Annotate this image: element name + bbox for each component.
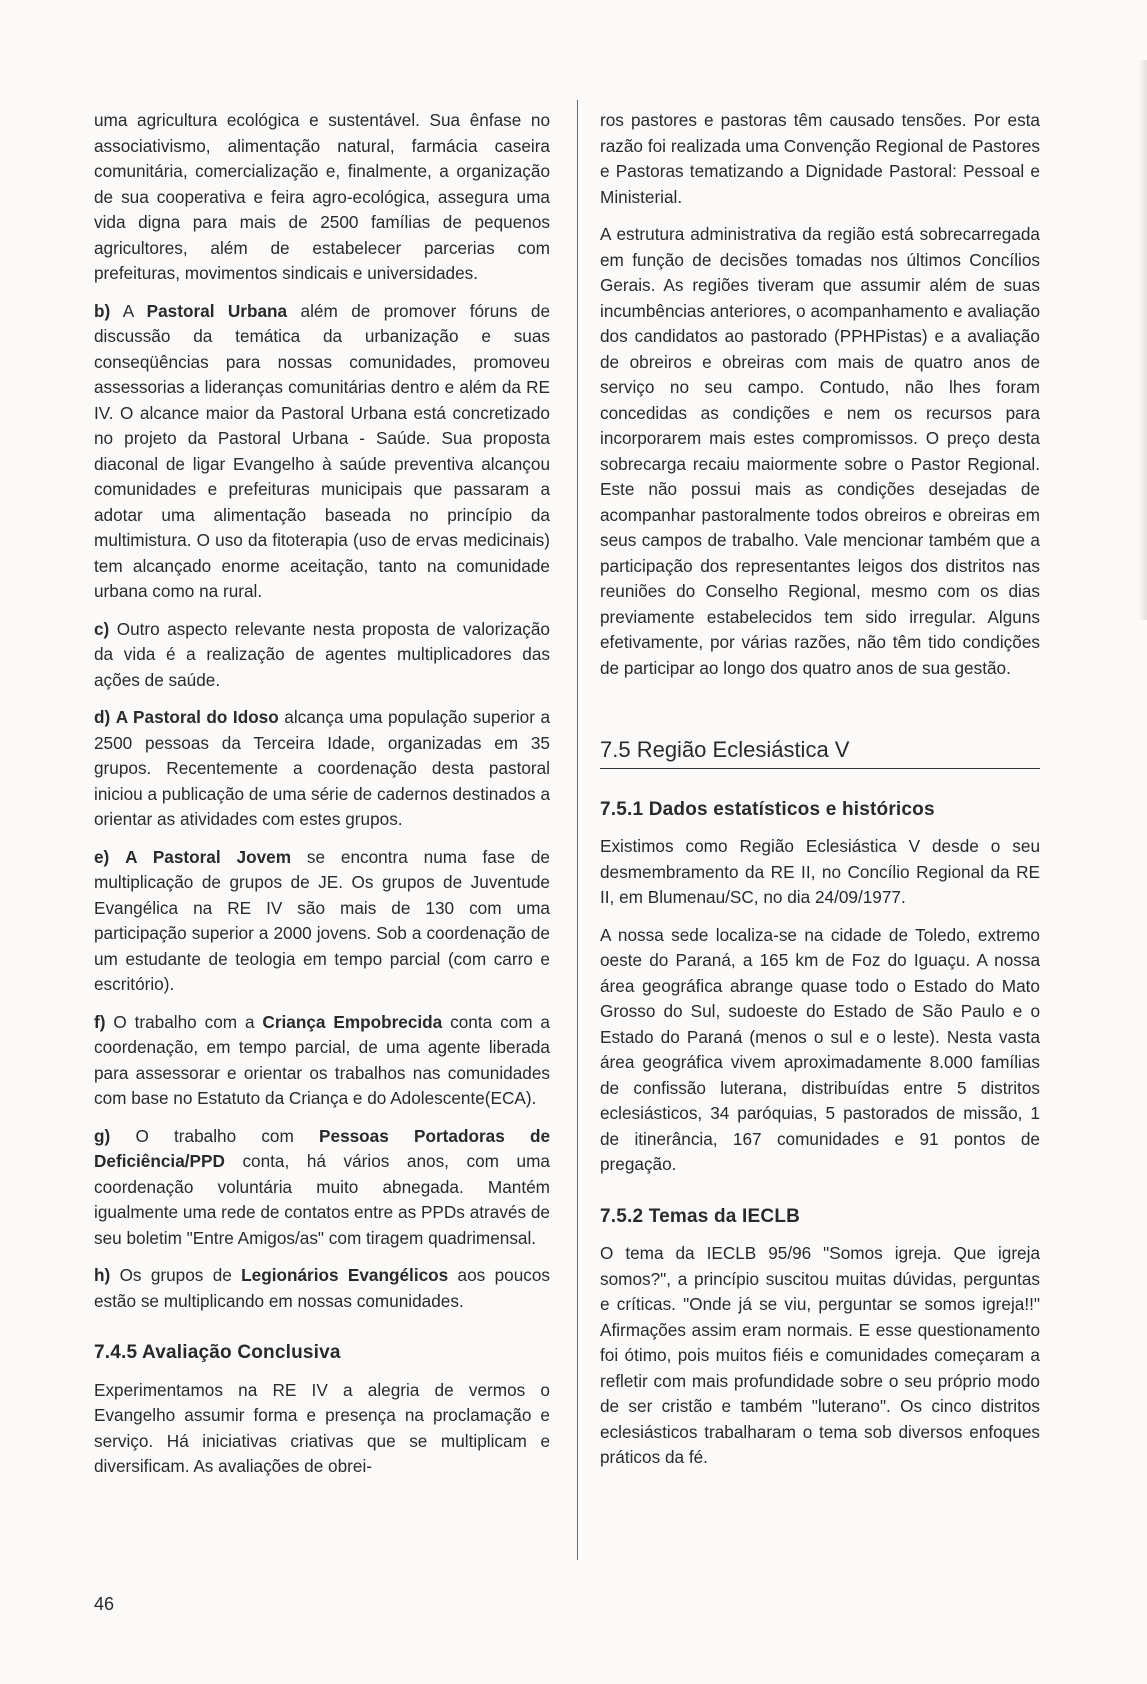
paragraph-sede: A nossa sede localiza-se na cidade de Toledo, extremo oeste do Paraná, a 165 km de Foz do Iguaçu. A nossa área geográfica abrange quase todo o Estado do Mato Grosso do Sul, sudoeste do Estado de São Paulo e o Estado do Paraná (menos o sul e o leste). Nesta vasta área geográfica vivem aproximadamente 8.000 famílias de confissão luterana, distribuídas entre 5 distritos eclesiásticos, 34 paróquias, 5 pastorados de missão, 1 de itinerância, 167 comunidades e 91 pontos de pregação. [600,924,1040,1174]
paragraph-pastoral-jovem [94,845,550,998]
paragraph-existimos: Existimos como Região Eclesiástica V desde o seu desmembramento da RE II, no Concílio Regional da RE II, em Blumenau/SC, no dia 24/09/1977. [600,836,1040,907]
heading-7-4-5: 7.4.5 Avaliação Conclusiva [94,1342,341,1363]
item-text-d: alcança uma população superior a 2500 pessoas da Terceira Idade, organizadas em 35 grupos. Recentemente a coordenação desta pastoral iniciou a publicação de uma série de cadernos destinados a orientar as atividades com estes grupos. [94,707,551,829]
item-label-c: c) [94,618,110,639]
heading-7-5-1: 7.5.1 Dados estatísticos e históricos [600,798,935,820]
paragraph-pastoral-idoso [94,705,550,833]
paragraph-crianca [94,1010,550,1112]
page-number: 46 [94,1594,115,1614]
item-text-g: conta, há vários anos, com uma coordenação voluntária muito abnegada. Mantém igualmente uma rede de contatos entre as PPDs através de seu boletim "Entre Amigos/as" com tiragem quadrimensal. [94,1151,550,1248]
item-pre-g: O trabalho com [135,1125,294,1146]
heading-7-5: 7.5 Região Eclesiástica V [600,737,1040,769]
paragraph-ppd [94,1124,550,1252]
item-bold-d: A Pastoral do Idoso [115,707,279,727]
item-pre-f: O trabalho com a [113,1011,255,1032]
paragraph-estrutura: A estrutura administrativa da região está sobrecarregada em função de decisões tomadas nos últimos Concílios Gerais. As regiões tiveram que assumir além de suas incumbências anteriores, o acompanhamento e avaliação dos candidatos ao pastorado (PPHPistas) e a avaliação de obreiros e obreiras com mais de quatro anos de serviço no seu campo. Contudo, não lhes foram concedidas as condições e nem os recursos para incorporarem mais estes compromissos. O preço desta sobrecarga recaiu maiormente sobre o Pastor Regional. Este não possui mais as condições desejadas de acompanhar pastoralmente todos obreiros e obreiras em seus campos de trabalho. Vale mencionar também que a participação dos representantes leigos dos distritos nas reuniões do Conselho Regional, mesmo com os dias previamente estabelecidos tem sido irregular. Alguns efetivamente, por várias razões, não têm tido condições de participar ao longo dos quatro anos de sua gestão. [600,224,1040,678]
item-label-b: b) [94,300,111,321]
paragraph-intro: uma agricultura ecológica e sustentável. Sua ênfase no associativismo, alimentação natural, farmácia caseira comunitária, comercialização e, finalmente, a organização de sua cooperativa e feira agro-ecológica, assegura uma vida digna para mais de 2500 famílias de pequenos agricultores, além de estabelecer parcerias com prefeituras, movimentos sindicais e universidades. [94,110,550,283]
paragraph-pastoral-urbana [94,299,550,605]
item-prefix-b: A [122,300,134,321]
item-text-f: conta com a coordenação, em tempo parcial, de uma agente liberada para assessorar e orientar os trabalhos nas comunidades com base no Estatuto da Criança e do Adolescente(ECA). [94,1011,550,1108]
item-label-h: h) [94,1265,111,1285]
paragraph-continuation: ros pastores e pastoras têm causado tensões. Por esta razão foi realizada uma Convenção Regional de Pastores e Pastoras tematizando a Dignidade Pastoral: Pessoal e Ministerial. [600,110,1040,207]
item-text-h: aos poucos estão se multiplicando em nossas comunidades. [94,1265,551,1311]
item-bold-g: Pessoas Portadoras de Deficiência/PPD [94,1125,551,1171]
column-divider [577,100,578,1560]
item-text-b: além de promover fóruns de discussão da temática da urbanização e suas conseqüências para nossas comunidades, promoveu assessorias a lideranças comunitárias dentro e além da RE IV. O alcance maior da Pastoral Urbana está concretizado no projeto da Pastoral Urbana - Saúde. Sua proposta diaconal de ligar Evangelho à saúde preventiva alcançou comunidades e prefeituras municipais que passaram a adotar uma alimentação baseada no princípio da multimistura. O uso da fitoterapia (uso de ervas medicinais) tem alcançado enorme aceitação, tanto na comunidade urbana como na rural. [94,300,551,601]
item-label-f: f) [94,1011,106,1032]
item-pre-h: Os grupos de [119,1265,232,1285]
paragraph-legionarios [94,1263,550,1314]
item-bold-b: Pastoral Urbana [146,300,288,321]
item-label-d: d) [94,707,111,727]
page-edge-shadow [1139,60,1147,620]
heading-7-5-2: 7.5.2 Temas da IECLB [600,1205,801,1227]
left-column [94,108,550,1492]
item-bold-f: Criança Empobrecida [262,1011,443,1032]
item-bold-h: Legionários Evangélicos [241,1265,449,1285]
item-label-g: g) [94,1125,111,1146]
item-bold-e: A Pastoral Jovem [125,846,291,867]
paragraph-agentes [94,617,550,694]
item-label-e: e) [94,846,110,867]
item-text-c: Outro aspecto relevante nesta proposta de valorização da vida é a realização de agentes multiplicadores das ações de saúde. [94,618,550,690]
paragraph-tema: O tema da IECLB 95/96 "Somos igreja. Que igreja somos?", a princípio suscitou muitas dúvidas, perguntas e críticas. "Onde já se viu, perguntar se somos igreja!!" Afirmações assim eram normais. E esse questionamento foi ótimo, pois muitos fiéis e comunidades começaram a refletir com mais profundidade sobre o seu próprio modo de ser cristão e também "luterano". Os cinco distritos eclesiásticos trabalharam o tema sob diversos enfoques práticos da fé. [600,1243,1040,1467]
paragraph-avaliacao: Experimentamos na RE IV a alegria de vermos o Evangelho assumir forma e presença na proclamação e serviço. Há iniciativas criativas que se multiplicam e diversificam. As avaliações de obrei- [94,1379,550,1476]
item-text-e: se encontra numa fase de multiplicação de grupos de JE. Os grupos de Juventude Evangélica na RE IV são mais de 130 com uma participação superior a 2000 jovens. Sob a coordenação de um estudante de teologia em tempo parcial (com carro e escritório). [94,846,550,994]
right-column [600,108,1040,1483]
